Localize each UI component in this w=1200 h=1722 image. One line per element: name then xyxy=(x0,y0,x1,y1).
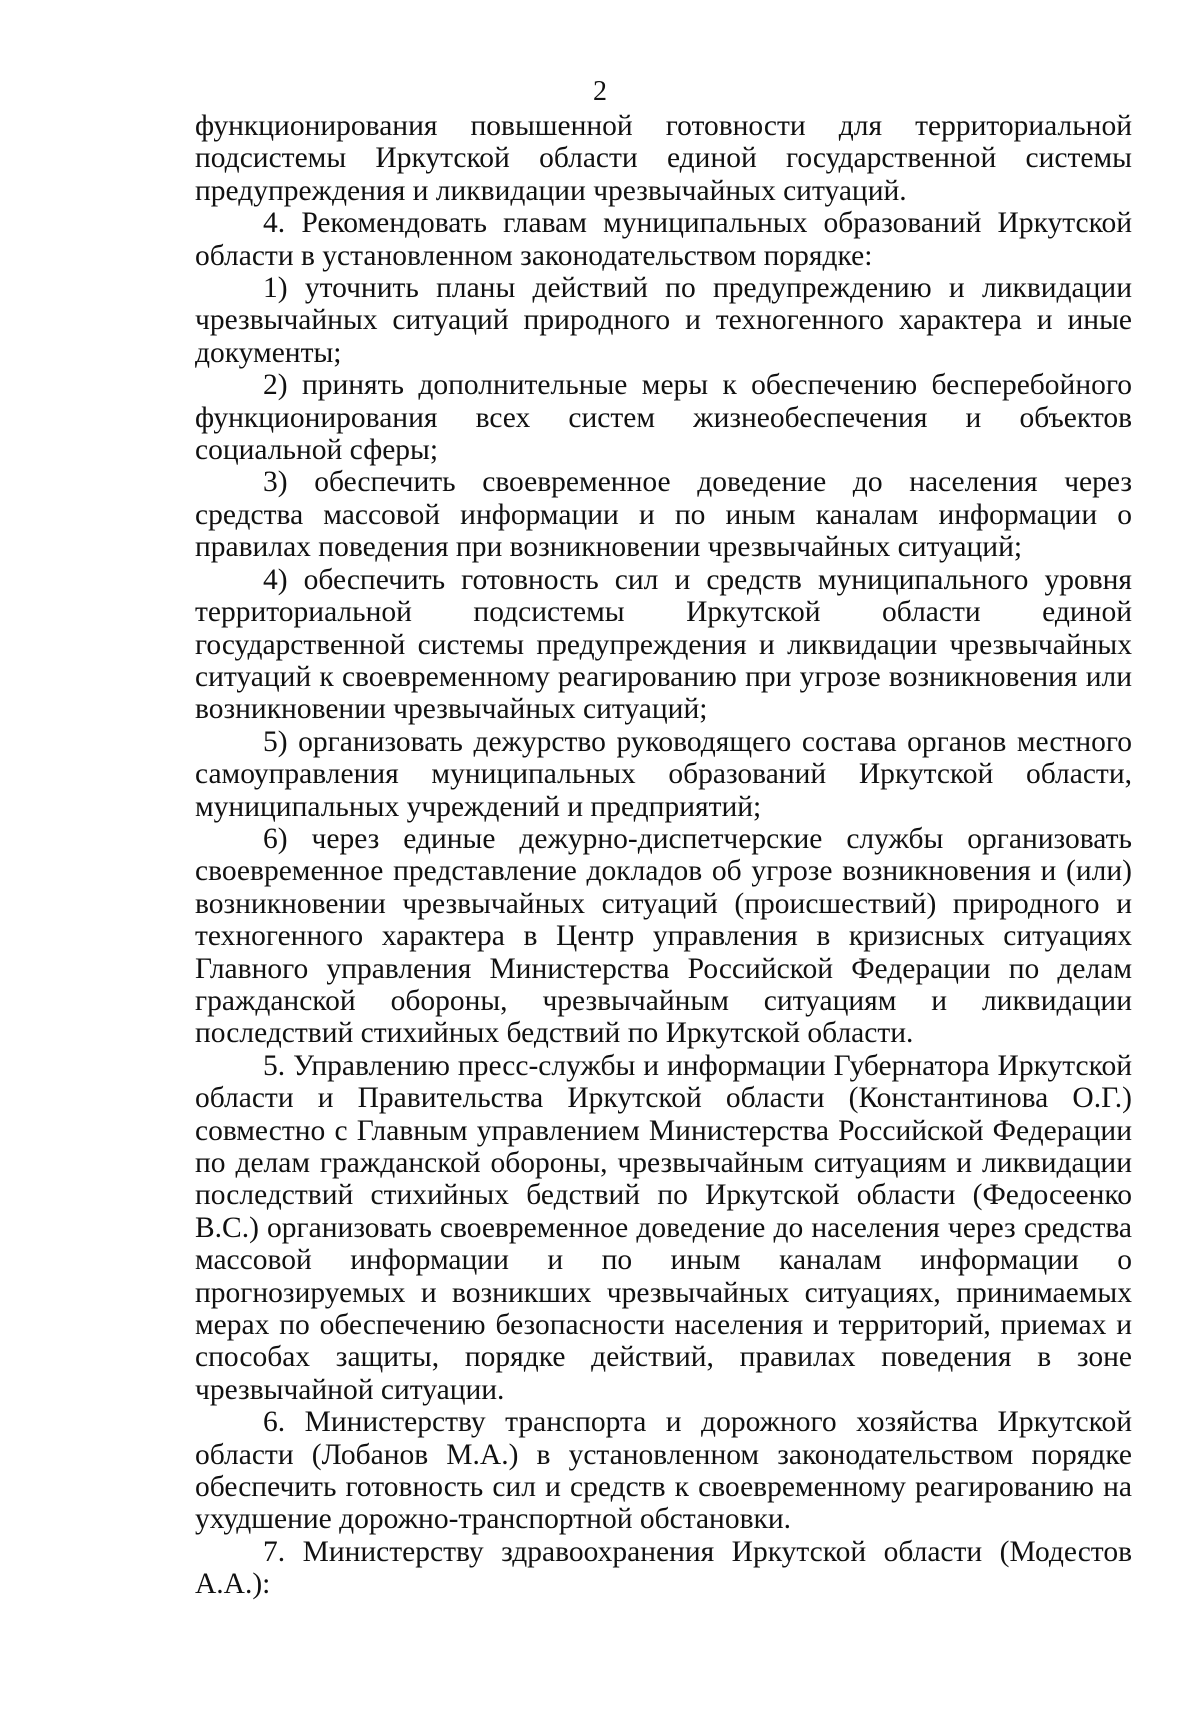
subitem-4: 4) обеспечить готовность сил и средств муниципального уровня территориальной подсистемы Иркутской области единой государственной системы предупреждения и ликвидации чрезвычайных ситуаций к своевременному реагированию при угрозе возникновения или возникновении чрезвычайных ситуаций; xyxy=(195,563,1132,726)
paragraph-item-4: 4. Рекомендовать главам муниципальных образований Иркутской области в установленном законодательством порядке: xyxy=(195,207,1132,272)
subitem-3: 3) обеспечить своевременное доведение до населения через средства массовой информации и по иным каналам информации о правилах поведения при возникновении чрезвычайных ситуаций; xyxy=(195,466,1132,564)
paragraph-item-6: 6. Министерству транспорта и дорожного хозяйства Иркутской области (Лобанов М.А.) в установленном законодательством порядке обеспечить готовность сил и средств к своевременному реагированию на ухудшение дорожно-транспортной обстановки. xyxy=(195,1406,1132,1536)
paragraph-item-5: 5. Управлению пресс-службы и информации Губернатора Иркутской области и Правительства Иркутской области (Константинова О.Г.) совместно с Главным управлением Министерства Российской Федерации по делам гражданской обороны, чрезвычайным ситуациям и ликвидации последствий стихийных бедствий по Иркутской области (Федосеенко В.С.) организовать своевременное доведение до населения через средства массовой информации и по иным каналам информации о прогнозируемых и возникших чрезвычайных ситуациях, принимаемых мерах по обеспечению безопасности населения и территорий, приемах и способах защиты, порядке действий, правилах поведения в зоне чрезвычайной ситуации. xyxy=(195,1049,1132,1406)
paragraph-item-7: 7. Министерству здравоохранения Иркутской области (Модестов А.А.): xyxy=(195,1535,1132,1601)
page-number: 2 xyxy=(593,76,607,107)
document-body xyxy=(195,110,1132,1601)
subitem-1: 1) уточнить планы действий по предупреждению и ликвидации чрезвычайных ситуаций природного и техногенного характера и иные документы; xyxy=(195,272,1132,369)
subitem-6: 6) через единые дежурно-диспетчерские службы организовать своевременное представление докладов об угрозе возникновения и (или) возникновении чрезвычайных ситуаций (происшествий) природного и техногенного характера в Центр управления в кризисных ситуациях Главного управления Министерства Российской Федерации по делам гражданской обороны, чрезвычайным ситуациям и ликвидации последствий стихийных бедствий по Иркутской области. xyxy=(195,822,1132,1050)
subitem-2: 2) принять дополнительные меры к обеспечению бесперебойного функционирования всех систем жизнеобеспечения и объектов социальной сферы; xyxy=(195,369,1132,467)
subitem-5: 5) организовать дежурство руководящего состава органов местного самоуправления муниципальных образований Иркутской области, муниципальных учреждений и предприятий; xyxy=(195,725,1132,823)
paragraph-1: функционирования повышенной готовности для территориальной подсистемы Иркутской области единой государственной системы предупреждения и ликвидации чрезвычайных ситуаций. xyxy=(195,110,1132,207)
